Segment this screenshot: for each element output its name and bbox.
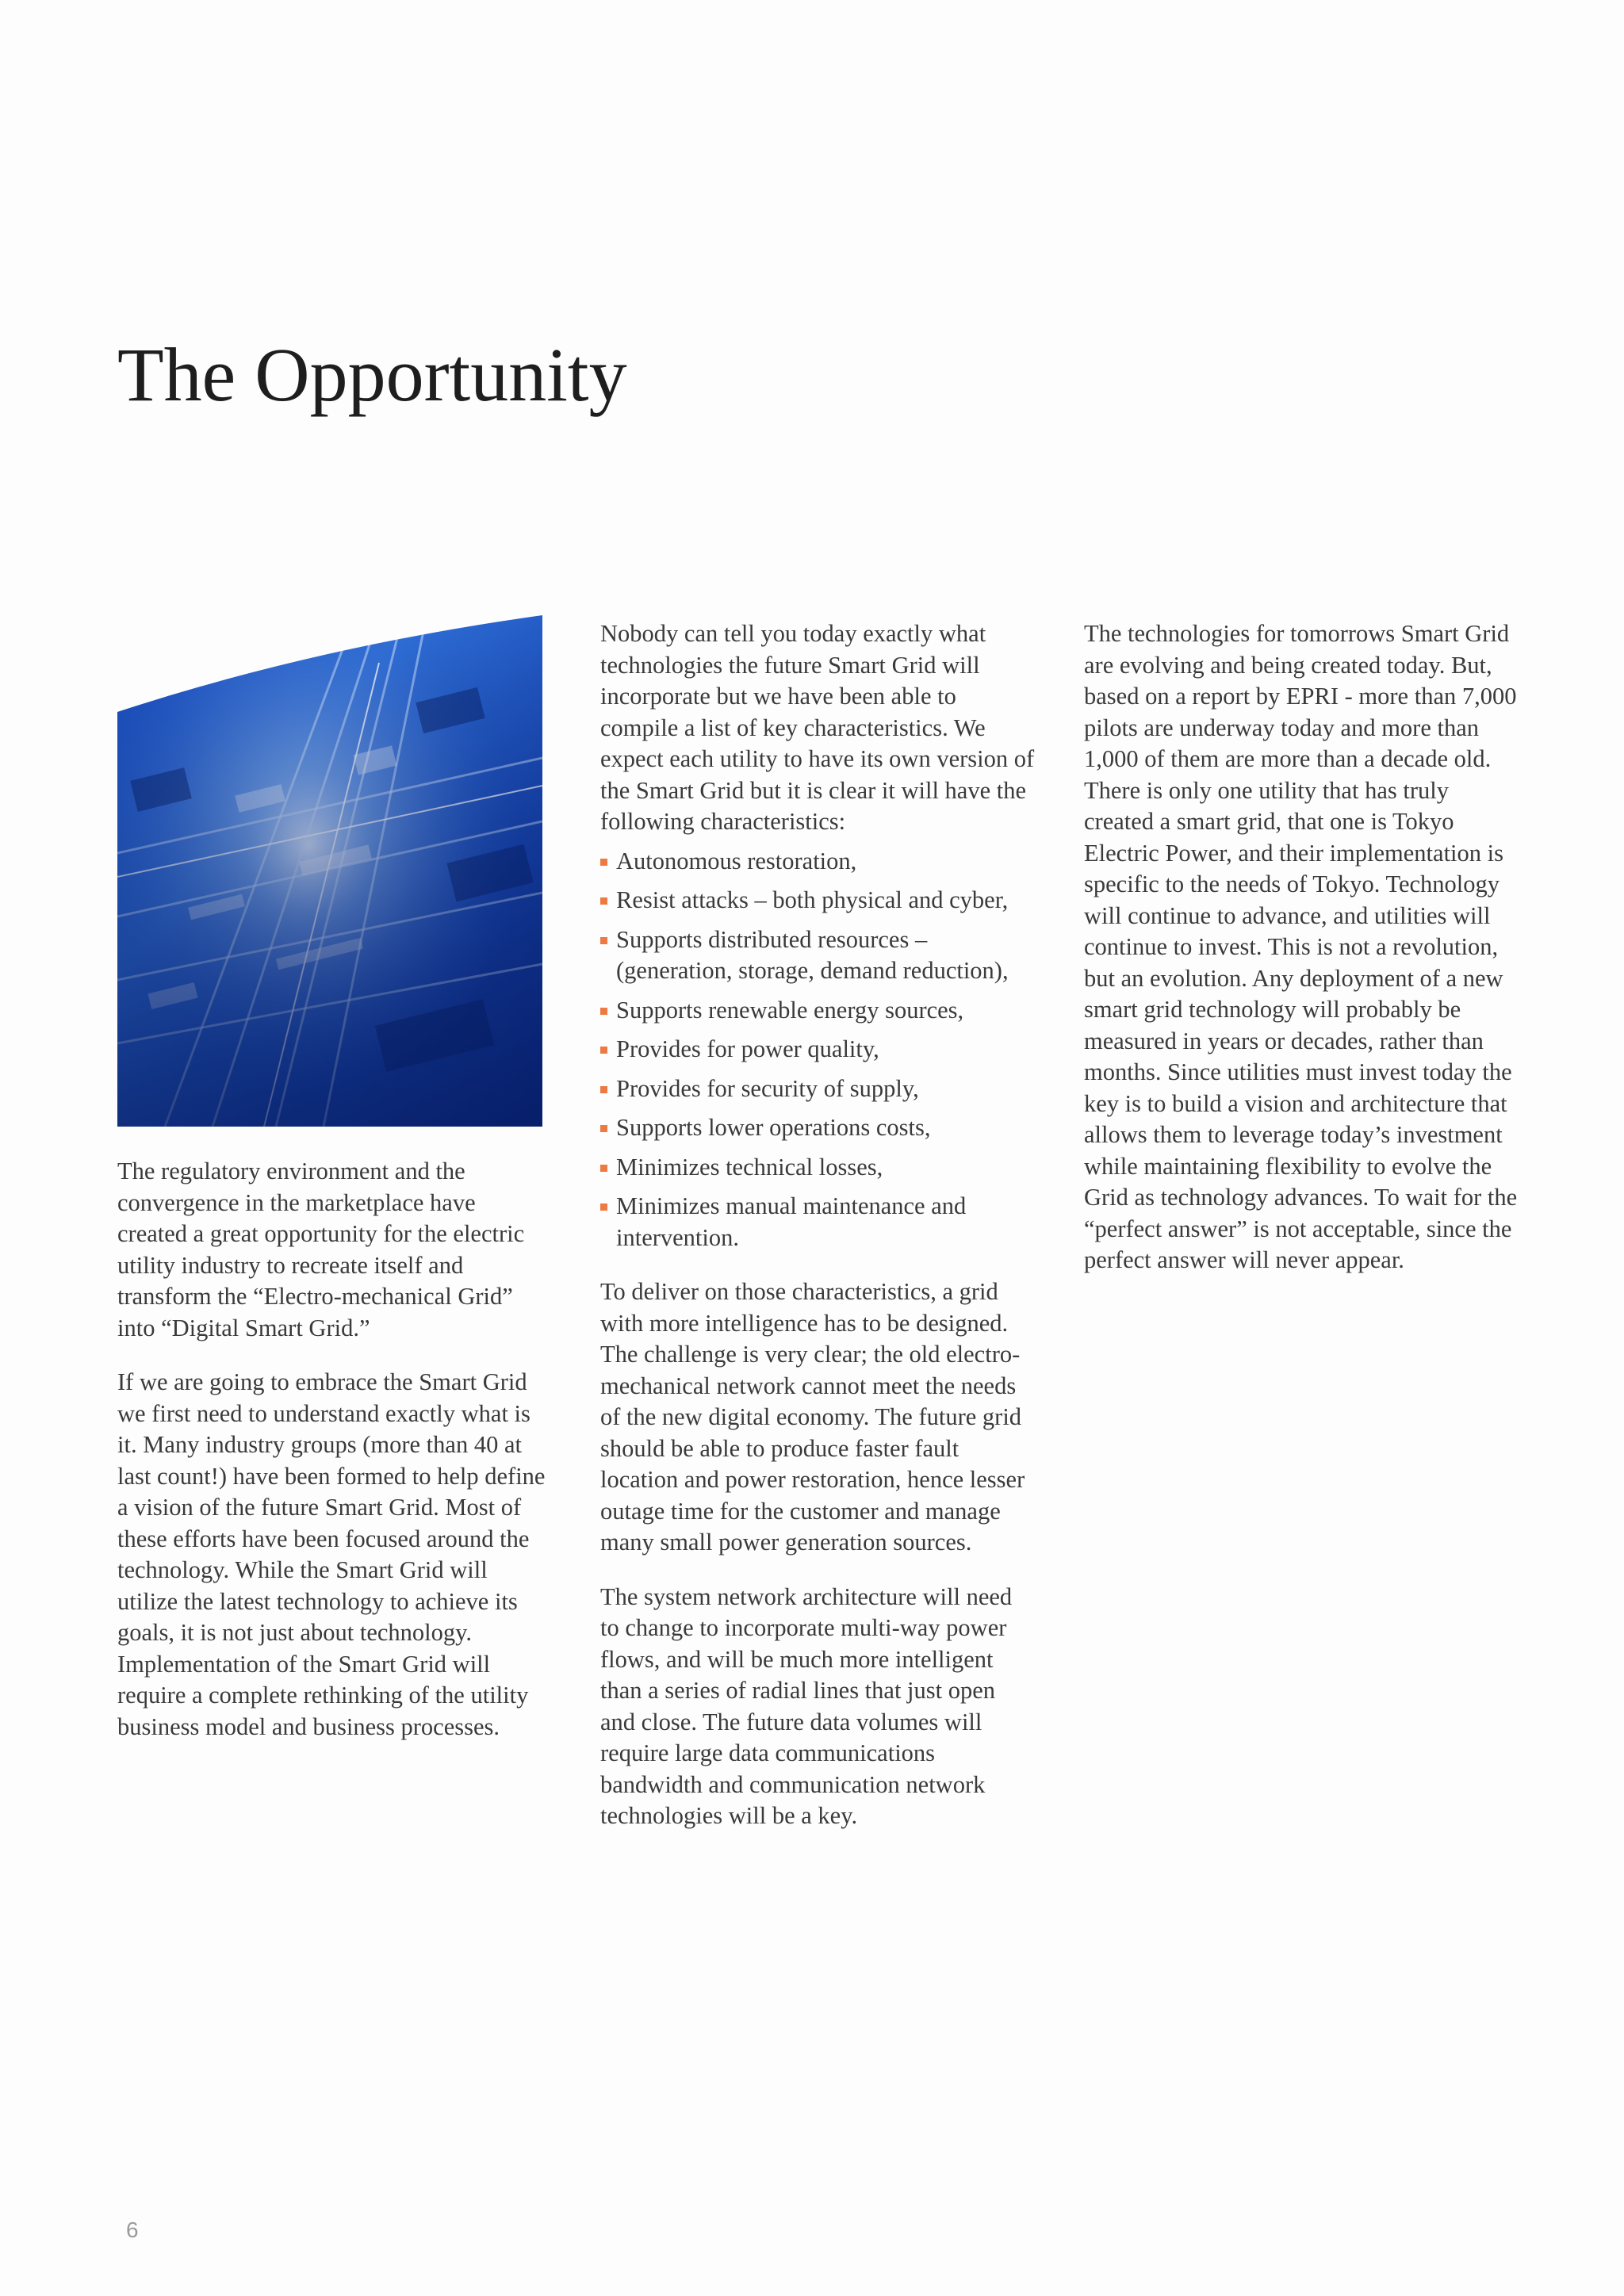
bullet-square-icon: [600, 1125, 607, 1132]
bullet-square-icon: [600, 1086, 607, 1093]
column-3: [1084, 618, 1519, 1299]
list-item: Autonomous restoration,: [600, 846, 1035, 878]
column-2: [600, 618, 1035, 1855]
bullet-square-icon: [600, 859, 607, 866]
list-item: Resist attacks – both physical and cyber,: [600, 885, 1035, 916]
bullet-square-icon: [600, 1165, 607, 1172]
list-item: Minimizes manual maintenance and intervention.: [600, 1191, 1035, 1253]
bullet-square-icon: [600, 1047, 607, 1054]
paragraph: Nobody can tell you today exactly what technologies the future Smart Grid will incorporate but we have been able to compile a list of key characteristics. We expect each utility to have its own version of the Smart Grid but it is clear it will have the following characteristics:: [600, 620, 1035, 835]
blue-abstract-grid-image: [117, 615, 542, 1127]
paragraph: If we are going to embrace the Smart Grid we first need to understand exactly what is it. Many industry groups (more than 40 at last count!) have been formed to help define a vision of the future Smart Grid. Most of these efforts have been focused around the technology. While the Smart Grid will utilize the latest technology to achieve its goals, it is not just about technology. Implementation of the Smart Grid will require a complete rethinking of the utility business model and business processes.: [117, 1368, 546, 1740]
bullet-square-icon: [600, 897, 607, 905]
column-1: [117, 1156, 546, 1766]
list-item: Supports renewable energy sources,: [600, 995, 1035, 1027]
bullet-square-icon: [600, 937, 607, 944]
page-title: The Opportunity: [117, 332, 627, 417]
page-number: 6: [126, 2218, 139, 2242]
paragraph: The technologies for tomorrows Smart Grid are evolving and being created today. But, based on a report by EPRI - more than 7,000 pilots are underway today and more than 1,000 of them are more than a decade old. There is only one utility that has truly created a smart grid, that one is Tokyo Electric Power, and their implementation is specific to the needs of Tokyo. Technology will continue to advance, and utilities will continue to invest. This is not a revolution, but an evolution. Any deployment of a new smart grid technology will probably be measured in years or decades, rather than months. Since utilities must invest today the key is to build a vision and architecture that allows them to leverage today’s investment while maintaining flexibility to evolve the Grid as technology advances. To wait for the “perfect answer” is not acceptable, since the perfect answer will never appear.: [1084, 620, 1518, 1273]
list-item: Provides for security of supply,: [600, 1073, 1035, 1105]
bullet-square-icon: [600, 1008, 607, 1015]
list-item: Supports lower operations costs,: [600, 1112, 1035, 1144]
paragraph: The system network architecture will need to change to incorporate multi-way power flows, and will be much more intelligent than a series of radial lines that just open and close. The future data volumes will require large data communications bandwidth and communication network technologies will be a key.: [600, 1582, 1013, 1829]
paragraph: To deliver on those characteristics, a grid with more intelligence has to be designed. The challenge is very clear; the old electro-mechanical network cannot meet the needs of the new digital economy. The future grid should be able to produce faster fault location and power restoration, hence lesser outage time for the customer and manage many small power generation sources.: [600, 1278, 1025, 1556]
list-item: Minimizes technical losses,: [600, 1152, 1035, 1184]
list-item: Supports distributed resources – (generation, storage, demand reduction),: [600, 924, 1035, 987]
characteristics-list: [600, 846, 1035, 1254]
bullet-square-icon: [600, 1203, 607, 1211]
list-item: Provides for power quality,: [600, 1034, 1035, 1066]
paragraph: The regulatory environment and the convergence in the marketplace have created a great opportunity for the electric utility industry to recreate itself and transform the “Electro-mechanical Grid” into “Digital Smart Grid.”: [117, 1158, 525, 1341]
